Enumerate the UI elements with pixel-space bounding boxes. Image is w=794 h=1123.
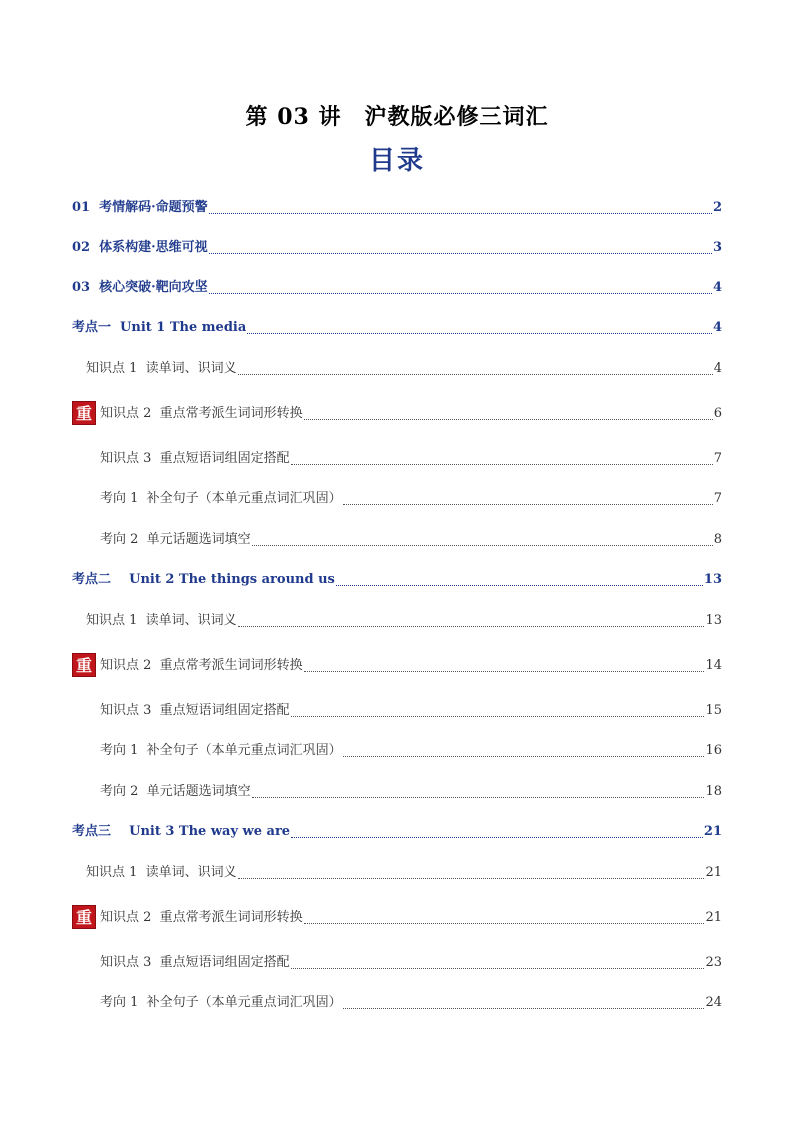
toc-entry[interactable] — [100, 490, 722, 508]
dot-leader — [209, 281, 712, 294]
toc-entry-title: 考点二 Unit 2 The things around us — [72, 572, 335, 587]
dot-leader — [291, 825, 703, 838]
toc-entry-title: 知识点 2 重点常考派生词词形转换 — [100, 406, 303, 421]
toc-entry[interactable] — [100, 954, 722, 972]
toc-entry[interactable] — [100, 702, 722, 720]
toc-page-number: 3 — [712, 240, 722, 255]
toc-entry[interactable] — [72, 199, 722, 217]
toc-entry-title: 知识点 3 重点短语词组固定搭配 — [100, 955, 290, 970]
toc-page-number: 4 — [713, 361, 722, 376]
toc-entry[interactable] — [72, 823, 722, 841]
dot-leader — [252, 533, 713, 546]
toc-page-number: 21 — [705, 910, 722, 925]
dot-leader — [291, 452, 713, 465]
toc-page-number: 7 — [713, 491, 722, 506]
toc-entry[interactable] — [72, 239, 722, 257]
toc-entry-title: 考点一 Unit 1 The media — [72, 320, 247, 335]
toc-entry[interactable] — [100, 783, 722, 801]
toc-page-number: 4 — [712, 280, 722, 295]
toc-entry[interactable] — [100, 994, 722, 1012]
dot-leader — [238, 362, 713, 375]
toc-entry-title: 知识点 3 重点短语词组固定搭配 — [100, 451, 290, 466]
dot-leader — [304, 659, 705, 672]
toc-page-number: 15 — [705, 703, 722, 718]
dot-leader — [209, 241, 712, 254]
dot-leader — [291, 956, 705, 969]
toc-page-number: 21 — [705, 865, 722, 880]
dot-leader — [238, 866, 705, 879]
toc-entry-title: 考向 1 补全句子（本单元重点词汇巩固） — [100, 995, 342, 1010]
dot-leader — [343, 492, 713, 505]
toc-entry[interactable] — [86, 864, 722, 882]
toc-entry-title: 知识点 2 重点常考派生词词形转换 — [100, 910, 303, 925]
dot-leader — [304, 911, 705, 924]
toc-page-number: 6 — [713, 406, 722, 421]
toc-page-number: 21 — [703, 824, 722, 839]
dot-leader — [247, 321, 712, 334]
toc-page-number: 13 — [703, 572, 722, 587]
dot-leader — [343, 744, 705, 757]
toc-page-number: 16 — [705, 743, 722, 758]
toc-entry-title: 02 体系构建·思维可视 — [72, 240, 208, 255]
toc-entry-title: 考向 2 单元话题选词填空 — [100, 784, 251, 799]
toc-entry-title: 知识点 1 读单词、识词义 — [86, 865, 237, 880]
dot-leader — [343, 996, 705, 1009]
dot-leader — [336, 573, 703, 586]
toc-entry-title: 考向 2 单元话题选词填空 — [100, 532, 251, 547]
dot-leader — [291, 704, 705, 717]
toc-heading: 目录 — [368, 146, 425, 176]
toc-page-number: 18 — [705, 784, 722, 799]
toc-entry[interactable] — [72, 571, 722, 589]
toc-entry[interactable] — [86, 360, 722, 378]
key-point-badge-icon: 重 — [72, 401, 96, 425]
dot-leader — [252, 785, 705, 798]
toc-entry-title: 知识点 1 读单词、识词义 — [86, 361, 237, 376]
toc-entry-title: 知识点 2 重点常考派生词词形转换 — [100, 658, 303, 673]
toc-entry[interactable] — [72, 279, 722, 297]
toc-entry[interactable] — [100, 909, 722, 927]
toc-page-number: 8 — [713, 532, 722, 547]
toc-page-number: 7 — [713, 451, 722, 466]
toc-entry-title: 考向 1 补全句子（本单元重点词汇巩固） — [100, 491, 342, 506]
toc-entry-title: 考点三 Unit 3 The way we are — [72, 824, 291, 839]
toc-entry-title: 03 核心突破·靶向攻坚 — [72, 280, 208, 295]
toc-entry[interactable] — [100, 531, 722, 549]
toc-entry-title: 01 考情解码·命题预警 — [72, 200, 208, 215]
toc-entry[interactable] — [100, 405, 722, 423]
toc-page-number: 24 — [705, 995, 722, 1010]
toc-entry-title: 知识点 1 读单词、识词义 — [86, 613, 237, 628]
dot-leader — [209, 201, 712, 214]
toc-page-number: 14 — [705, 658, 722, 673]
document-title: 第 03 讲 沪教版必修三词汇 — [245, 104, 549, 130]
toc-entry-title: 考向 1 补全句子（本单元重点词汇巩固） — [100, 743, 342, 758]
toc-page-number: 2 — [712, 200, 722, 215]
toc-page-number: 13 — [705, 613, 722, 628]
key-point-badge-icon: 重 — [72, 653, 96, 677]
toc-page-number: 4 — [712, 320, 722, 335]
toc-entry[interactable] — [72, 319, 722, 337]
key-point-badge-icon: 重 — [72, 905, 96, 929]
toc-entry[interactable] — [100, 450, 722, 468]
dot-leader — [238, 614, 705, 627]
toc-entry[interactable] — [100, 742, 722, 760]
dot-leader — [304, 407, 713, 420]
toc-entry[interactable] — [100, 657, 722, 675]
toc-entry[interactable] — [86, 612, 722, 630]
toc-entry-title: 知识点 3 重点短语词组固定搭配 — [100, 703, 290, 718]
toc-page-number: 23 — [705, 955, 722, 970]
